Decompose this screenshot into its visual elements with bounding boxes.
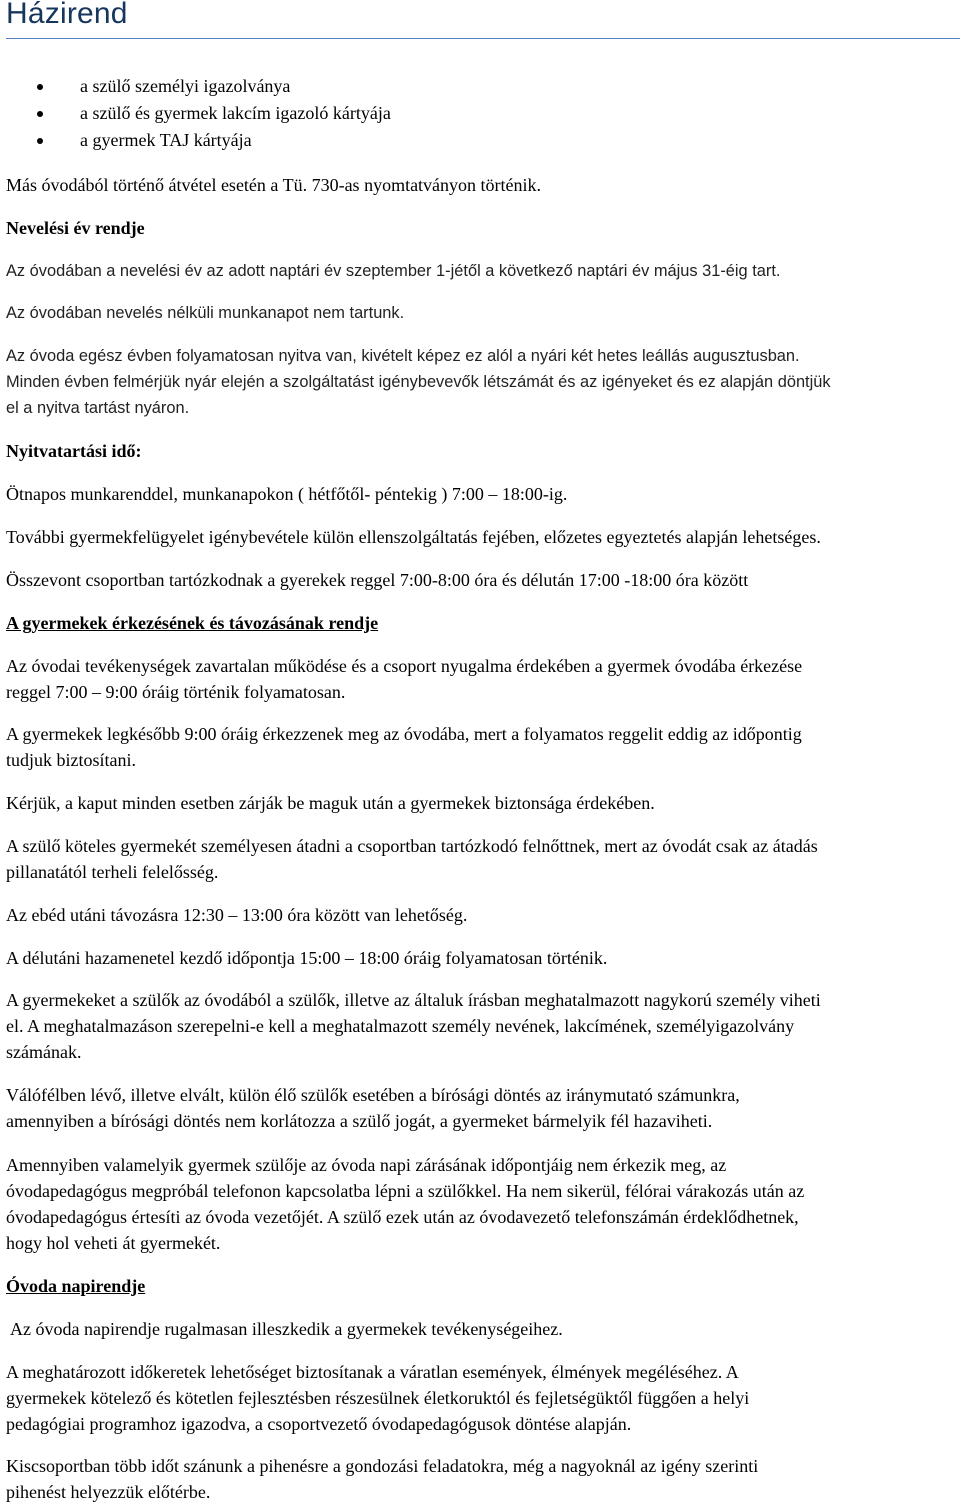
- section-heading-arrival: A gyermekek érkezésének és távozásának rendje: [6, 613, 379, 633]
- paragraph: Az óvoda egész évben folyamatosan nyitva van, kivételt képez ez alól a nyári két hetes leállás augusztusban.: [6, 347, 800, 365]
- paragraph: pihenést helyezzük előtérbe.: [6, 1482, 211, 1502]
- paragraph: A szülő köteles gyermekét személyesen átadni a csoportban tartózkodó felnőttnek, mert az óvodát csak az átadás: [6, 836, 818, 856]
- document-title: Házirend: [6, 0, 128, 30]
- paragraph: pillanatától terheli felelősség.: [6, 862, 219, 882]
- bullet-icon: [37, 111, 43, 117]
- paragraph: hogy hol veheti át gyermekét.: [6, 1233, 221, 1253]
- paragraph: Amennyiben valamelyik gyermek szülője az óvoda napi zárásának időpontjáig nem érkezik meg, az: [6, 1155, 727, 1175]
- paragraph: Minden évben felmérjük nyár elején a szolgáltatást igénybevevők létszámát és az igényeket és ez alapján döntjük: [6, 373, 831, 391]
- paragraph: el a nyitva tartást nyáron.: [6, 399, 190, 417]
- paragraph: A gyermekeket a szülők az óvodából a szülők, illetve az általuk írásban meghatalmazott nagykorú személy viheti: [6, 990, 821, 1010]
- paragraph: el. A meghatalmazáson szerepelni-e kell a meghatalmazott személy nevének, lakcímének, személyigazolvány: [6, 1016, 795, 1036]
- paragraph: Kérjük, a kaput minden esetben zárják be maguk után a gyermekek biztonsága érdekében.: [6, 793, 655, 813]
- paragraph: pedagógiai programhoz igazodva, a csoportvezető óvodapedagógusok döntése alapján.: [6, 1414, 632, 1434]
- section-heading-year: Nevelési év rendje: [6, 218, 145, 238]
- paragraph: számának.: [6, 1042, 82, 1062]
- paragraph: A délutáni hazamenetel kezdő időpontja 15:00 – 18:00 óráig folyamatosan történik.: [6, 948, 608, 968]
- paragraph: gyermekek kötelező és kötetlen fejlesztésben részesülnek életkoruktól és fejletségüktől függően a helyi: [6, 1388, 750, 1408]
- bullet-icon: [37, 84, 43, 90]
- required-documents-list: [0, 73, 391, 154]
- paragraph: amennyiben a bírósági döntés nem korlátozza a szülő jogát, a gyermeket bármelyik fél hazaviheti.: [6, 1111, 713, 1131]
- paragraph: Az óvodában a nevelési év az adott naptári év szeptember 1-jétől a következő naptári év május 31-éig tart.: [6, 262, 781, 280]
- paragraph: tudjuk biztosítani.: [6, 750, 136, 770]
- transfer-note: Más óvodából történő átvétel esetén a Tü. 730-as nyomtatványon történik.: [6, 175, 542, 195]
- paragraph: Az óvoda napirendje rugalmasan illeszkedik a gyermekek tevékenységeihez.: [10, 1319, 563, 1339]
- paragraph: A meghatározott időkeretek lehetőséget biztosítanak a váratlan események, élmények megéléséhez. A: [6, 1362, 739, 1382]
- paragraph: Ötnapos munkarenddel, munkanapokon ( hétfőtől- péntekig ) 7:00 – 18:00-ig.: [6, 484, 568, 504]
- section-heading-daily: Óvoda napirendje: [6, 1276, 146, 1296]
- paragraph: A gyermekek legkésőbb 9:00 óráig érkezzenek meg az óvodába, mert a folyamatos reggelit eddig az időpontig: [6, 724, 802, 744]
- paragraph: óvodapedagógus megpróbál telefonon kapcsolatba lépni a szülőkkel. Ha nem sikerül, félórai várakozás után az: [6, 1181, 805, 1201]
- paragraph: Válófélben lévő, illetve elvált, külön élő szülők esetében a bírósági döntés az iránymutató számunkra,: [6, 1085, 740, 1105]
- paragraph: Összevont csoportban tartózkodnak a gyerekek reggel 7:00-8:00 óra és délután 17:00 -18:00 óra között: [6, 570, 749, 590]
- list-item: a szülő személyi igazolványa: [0, 73, 391, 100]
- paragraph: reggel 7:00 – 9:00 óráig történik folyamatosan.: [6, 682, 346, 702]
- paragraph: óvodapedagógus értesíti az óvoda vezetőjét. A szülő ezek után az óvodavezető telefonszámán érdeklődhetnek,: [6, 1207, 799, 1227]
- paragraph: Az ebéd utáni távozásra 12:30 – 13:00 óra között van lehetőség.: [6, 905, 468, 925]
- paragraph: Kiscsoportban több időt szánunk a pihenésre a gondozási feladatokra, még a nagyoknál az igény szerinti: [6, 1456, 759, 1476]
- bullet-icon: [37, 138, 43, 144]
- paragraph: Az óvodai tevékenységek zavartalan működése és a csoport nyugalma érdekében a gyermek óvodába érkezése: [6, 656, 803, 676]
- list-item: a gyermek TAJ kártyája: [0, 127, 391, 154]
- list-item: a szülő és gyermek lakcím igazoló kártyája: [0, 100, 391, 127]
- title-underline: [6, 38, 960, 39]
- paragraph: További gyermekfelügyelet igénybevétele külön ellenszolgáltatás fejében, előzetes egyeztetés alapján lehetséges.: [6, 527, 821, 547]
- section-heading-hours: Nyitvatartási idő:: [6, 441, 142, 461]
- paragraph: Az óvodában nevelés nélküli munkanapot nem tartunk.: [6, 304, 405, 322]
